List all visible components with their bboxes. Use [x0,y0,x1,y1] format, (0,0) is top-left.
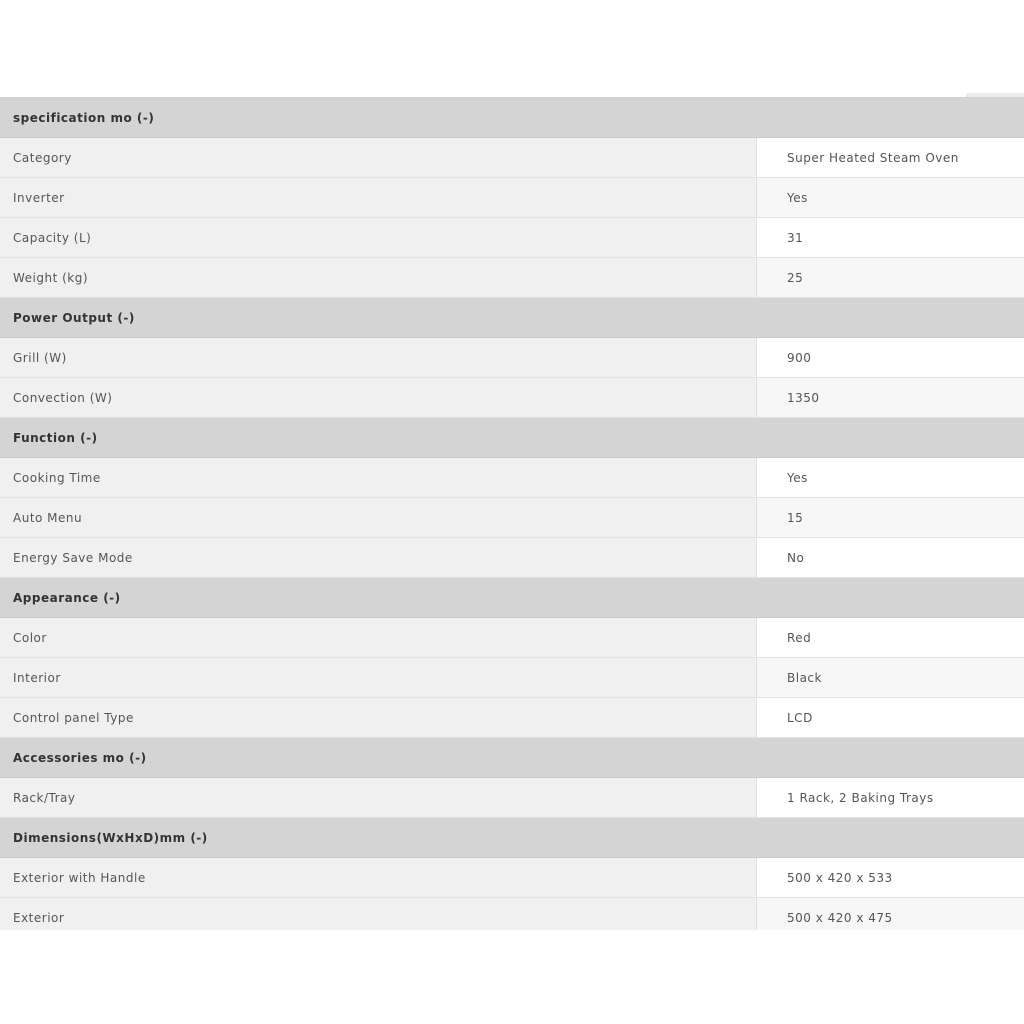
spec-label: Cooking Time [0,458,757,497]
spec-row [0,778,1024,818]
spec-value: Super Heated Steam Oven [757,138,1024,177]
spec-row [0,458,1024,498]
spec-value: Red [757,618,1024,657]
spec-row [0,218,1024,258]
spec-row [0,618,1024,658]
spec-row [0,258,1024,298]
spec-label: Energy Save Mode [0,538,757,577]
spec-value: 500 x 420 x 533 [757,858,1024,897]
spec-label: Weight (kg) [0,258,757,297]
spec-label: Control panel Type [0,698,757,737]
spec-value: 1 Rack, 2 Baking Trays [757,778,1024,817]
spec-label: Interior [0,658,757,697]
spec-row [0,378,1024,418]
spec-value: Black [757,658,1024,697]
spec-row [0,498,1024,538]
spec-value: 31 [757,218,1024,257]
section-header[interactable]: specification mo (-) [0,98,1024,138]
spec-row [0,538,1024,578]
spec-label: Color [0,618,757,657]
spec-row [0,658,1024,698]
spec-label: Grill (W) [0,338,757,377]
section-header[interactable]: Accessories mo (-) [0,738,1024,778]
spec-row [0,178,1024,218]
spec-label: Exterior [0,898,757,937]
spec-value: Yes [757,458,1024,497]
spec-row [0,698,1024,738]
section-header[interactable]: Appearance (-) [0,578,1024,618]
spec-value: LCD [757,698,1024,737]
spec-label: Exterior with Handle [0,858,757,897]
section-header[interactable]: Power Output (-) [0,298,1024,338]
spec-value: 1350 [757,378,1024,417]
spec-value: 500 x 420 x 475 [757,898,1024,937]
spec-row [0,138,1024,178]
spec-value: No [757,538,1024,577]
spec-row [0,858,1024,898]
section-header[interactable]: Dimensions(WxHxD)mm (-) [0,818,1024,858]
spec-label: Inverter [0,178,757,217]
spec-value: Yes [757,178,1024,217]
spec-label: Convection (W) [0,378,757,417]
spec-value: 25 [757,258,1024,297]
section-header[interactable]: Function (-) [0,418,1024,458]
spec-label: Auto Menu [0,498,757,537]
spec-label: Capacity (L) [0,218,757,257]
spec-label: Rack/Tray [0,778,757,817]
page-bottom-area [0,930,1024,1024]
spec-value: 15 [757,498,1024,537]
spec-label: Category [0,138,757,177]
spec-value: 900 [757,338,1024,377]
spec-row [0,338,1024,378]
specification-table [0,97,1024,938]
